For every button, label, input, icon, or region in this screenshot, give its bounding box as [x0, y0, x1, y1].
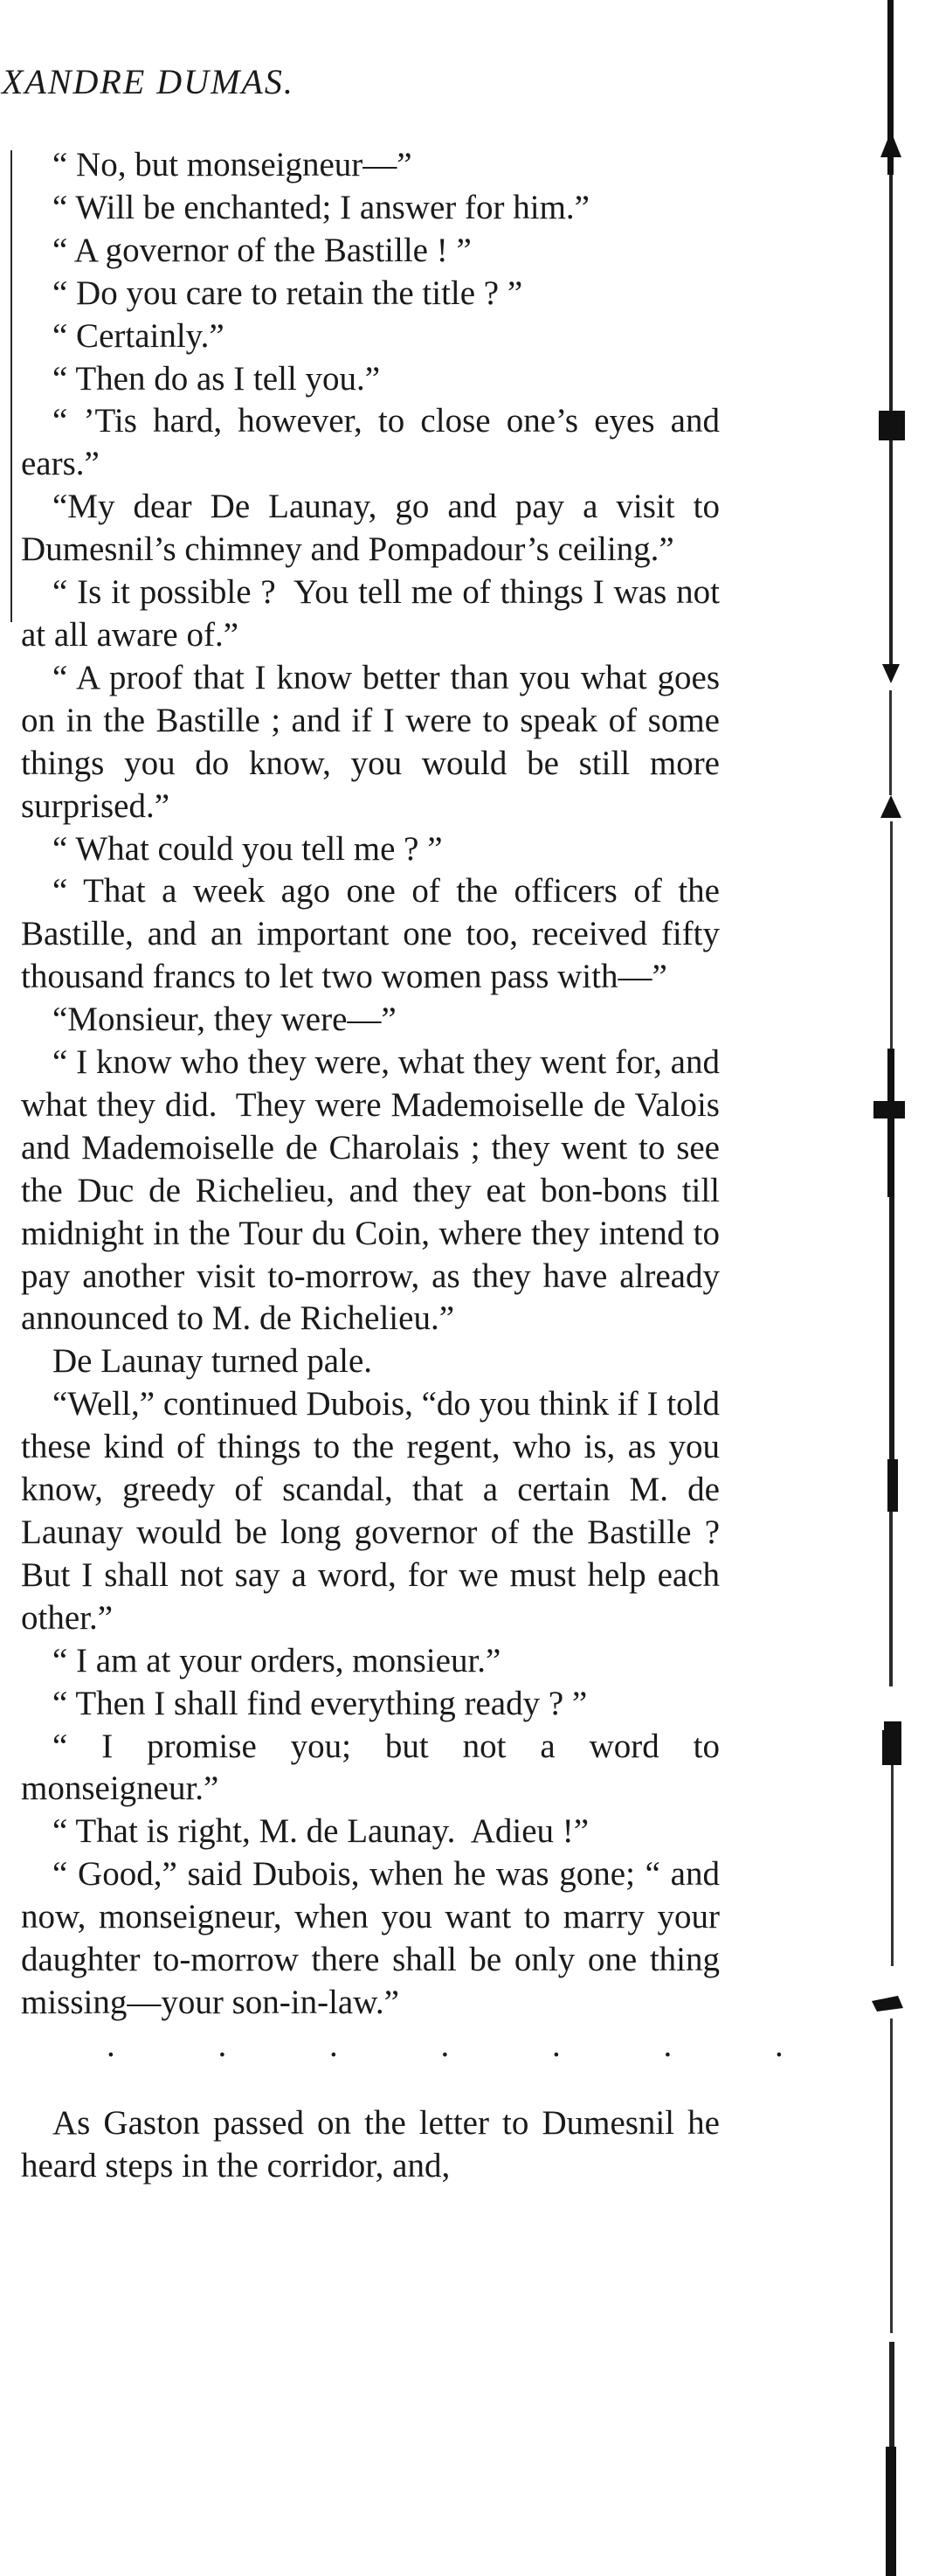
paragraph: “ I promise you; but not a word to monseigneur.”: [21, 1727, 728, 1808]
paragraph: “ Then do as I tell you.”: [52, 359, 381, 398]
paragraph: “ Is it possible ? You tell me of things I was not at all aware of.”: [21, 573, 728, 654]
paragraph: “ I know who they were, what they went for, and what they did. They were Mademoiselle de Valois and Mademoiselle de Charolais ; they went to see the Duc de Richelieu, and they eat bon-bons till midnight in the Tour du Coin, where they intend to pay another visit to-morrow, as they have already announced to M. de Richelieu.”: [21, 1043, 728, 1338]
text-column: [21, 144, 831, 2188]
paragraph: “ What could you tell me ? ”: [52, 829, 443, 868]
section-break: . . . . . . .: [107, 2025, 831, 2064]
margin-rule: [10, 150, 12, 622]
paragraph: “ Certainly.”: [52, 316, 224, 355]
paragraph: “ That is right, M. de Launay. Adieu !”: [52, 1812, 590, 1851]
paragraph: “Well,” continued Dubois, “do you think if I told these kind of things to the regent, who is, as you know, greedy of scandal, that a certain M. de Launay would be long governor of the Bastille ? But I shall not say a word, for we must help each other.”: [21, 1385, 728, 1637]
page-edge-scan-artifact: [856, 0, 932, 2576]
paragraph: “ Do you care to retain the title ? ”: [52, 274, 523, 312]
paragraph: “My dear De Launay, go and pay a visit to Dumesnil’s chimney and Pompadour’s ceiling.”: [21, 488, 728, 569]
paragraph: “ That a week ago one of the officers of the Bastille, and an important one too, received fifty thousand francs to let two women pass with—”: [21, 872, 728, 996]
paragraph: “ A governor of the Bastille ! ”: [52, 231, 472, 269]
paragraph: “ Will be enchanted; I answer for him.”: [52, 188, 590, 226]
paragraph: “Monsieur, they were—”: [52, 1001, 397, 1039]
paragraph: “ A proof that I know better than you what goes on in the Bastille ; and if I were to speak of some things you do know, you would be still more surprised.”: [21, 658, 728, 825]
paragraph: “ ’Tis hard, however, to close one’s eyes and ears.”: [21, 402, 728, 483]
paragraph: “ I am at your orders, monsieur.”: [52, 1641, 501, 1679]
closing-paragraph: As Gaston passed on the letter to Dumesnil he heard steps in the corridor, and,: [21, 2103, 728, 2185]
paragraph: De Launay turned pale.: [52, 1342, 373, 1381]
paragraph: “ Good,” said Dubois, when he was gone; “ and now, monseigneur, when you want to marry your daughter to-morrow there shall be only one thing missing—your son-in-law.”: [21, 1855, 728, 2021]
paragraph: “ No, but monseigneur—”: [52, 146, 412, 184]
running-head: XANDRE DUMAS.: [2, 62, 294, 101]
spacer: [21, 2067, 720, 2102]
paragraph: “ Then I shall find everything ready ? ”: [52, 1684, 588, 1722]
